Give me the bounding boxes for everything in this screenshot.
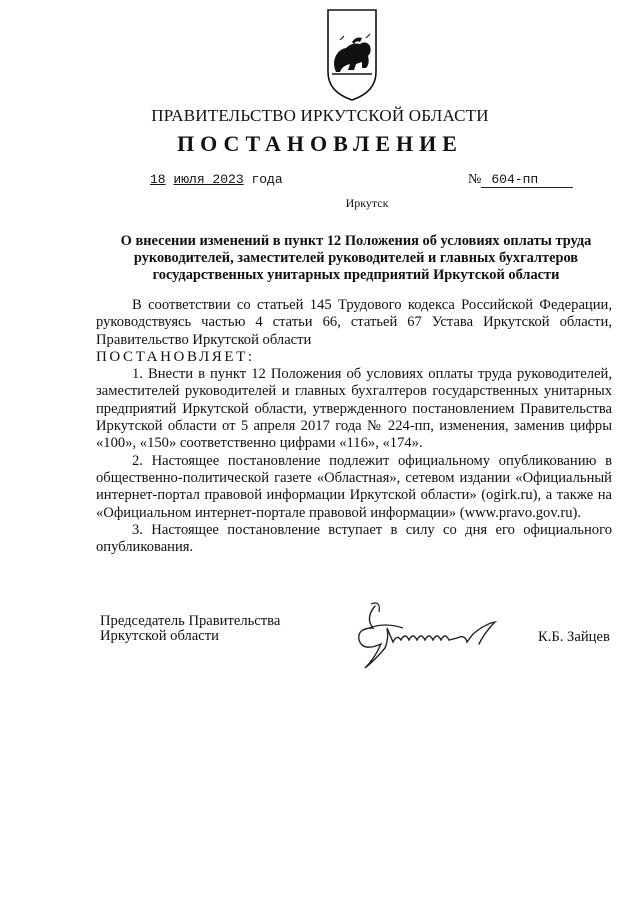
document-type-title: ПОСТАНОВЛЕНИЕ [177,131,463,156]
item-3-paragraph: 3. Настоящее постановление вступает в силу со дня его официального опубликования. [96,521,612,556]
document-subject-title: О внесении изменений в пункт 12 Положения об условиях оплаты труда руководителей, заместителей руководителей и главных бухгалтеров государственных унитарных предприятий Иркутской области [120,233,592,283]
document-number [468,172,573,188]
government-heading: ПРАВИТЕЛЬСТВО ИРКУТСКОЙ ОБЛАСТИ [151,106,489,125]
date-day: 18 [150,172,166,187]
document-body [96,297,612,556]
decree-word: ПОСТАНОВЛЯЕТ: [96,348,255,365]
number-sign: № [468,172,482,187]
signatory-name: К.Б. Зайцев [538,629,610,645]
handwritten-signature [345,598,505,678]
item-2-paragraph: 2. Настоящее постановление подлежит официальному опубликованию в общественно-политической газете «Областная», сетевом издании «Официальный интернет-портал правовой информации Иркутской области» (ogirk.ru), а также на «Официальном интернет-портале правовой информации» (www.pravo.gov.ru). [96,452,612,521]
preamble-paragraph: В соответствии со статьей 145 Трудового кодекса Российской Федерации, руководствуясь частью 4 статьи 66, статьей 67 Устава Иркутской области, Правительство Иркутской области [96,297,612,348]
signatory-role-line-1: Председатель Правительства [100,613,281,629]
number-value: 604-пп [481,172,573,188]
coat-of-arms-emblem [300,6,402,104]
date-suffix: года [251,172,283,187]
document-date [150,172,283,187]
signatory-role [100,614,280,644]
date-month-year: июля 2023 [173,172,244,187]
item-1-paragraph: 1. Внести в пункт 12 Положения об условиях оплаты труда руководителей, заместителей руководителей и главных бухгалтеров государственных унитарных предприятий Иркутской области, утвержденного постановлением Правительства Иркутской области от 5 апреля 2017 года № 224-пп, изменения, заменив цифры «100», «150» соответственно цифрами «116», «174». [96,366,612,452]
signatory-role-line-2: Иркутской области [100,628,219,644]
city-label: Иркутск [345,196,389,210]
